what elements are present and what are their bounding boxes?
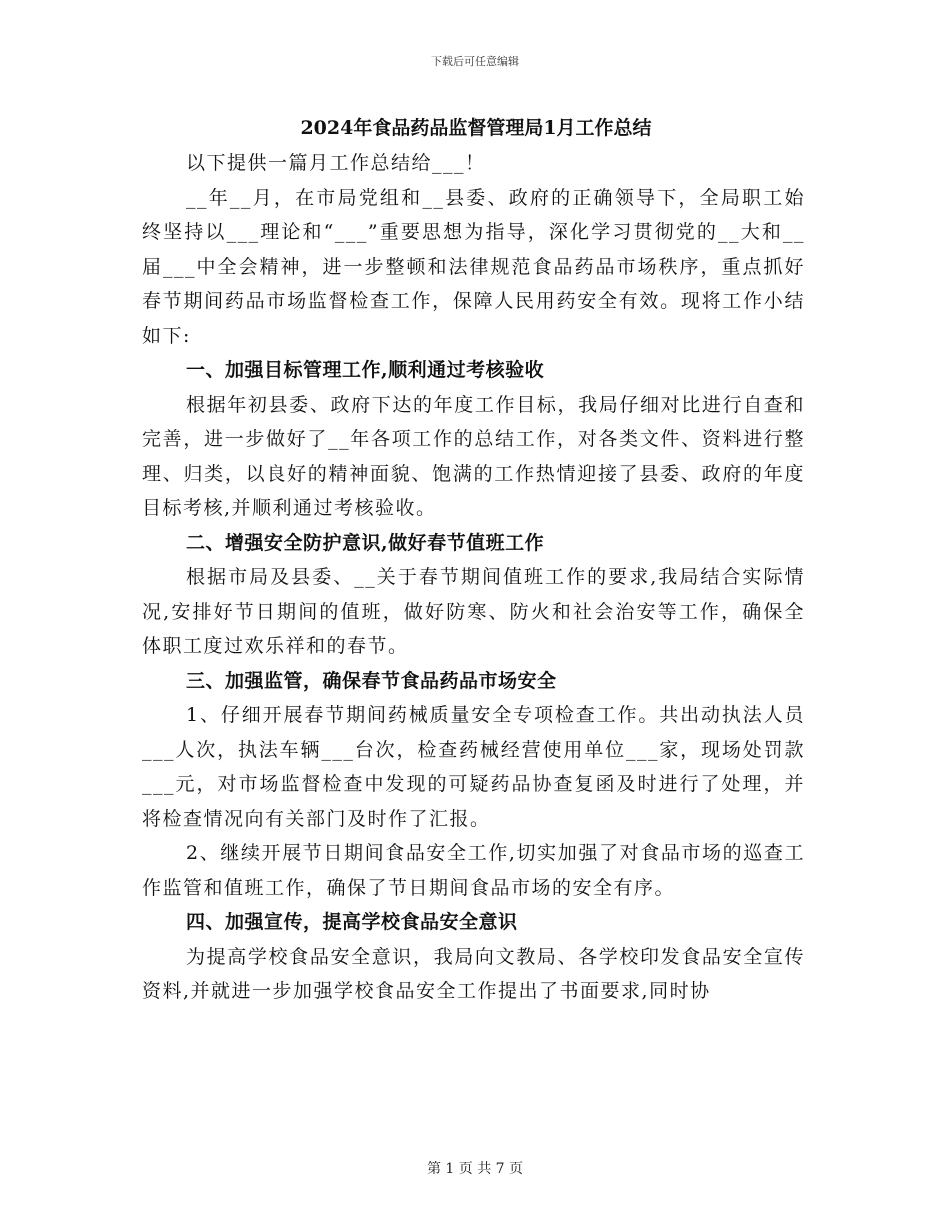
section-heading-2: 二、增强安全防护意识,做好春节值班工作 [186,531,545,554]
intro-paragraph: 以下提供一篇月工作总结给___！ [186,152,486,174]
section-heading-4: 四、加强宣传，提高学校食品安全意识 [186,911,518,933]
section-3-paragraph-2: 2、继续开展节日期间食品安全工作,切实加强了对食品市场的巡查工作监管和值班工作，确保了节日期间食品市场的安全有序。 [142,842,805,899]
section-1-paragraph-1: 根据年初县委、政府下达的年度工作目标，我局仔细对比进行自查和完善，进一步做好了__年各项工作的总结工作，对各类文件、资料进行整理、归类，以良好的精神面貌、饱满的工作热情迎接了县委、政府的年度目标考核,并顺利通过考核验收。 [142,393,805,519]
header-note: 下载后可任意编辑 [431,55,519,68]
document-title: 2024年食品药品监督管理局1月工作总结 [300,117,652,139]
document-body [142,110,805,1009]
section-4-paragraph-1: 为提高学校食品安全意识，我局向文教局、各学校印发食品安全宣传资料,并就进一步加强学校食品安全工作提出了书面要求,同时协 [142,945,805,1002]
section-heading-1: 一、加强目标管理工作,顺利通过考核验收 [186,359,545,381]
section-3-paragraph-1: 1、仔细开展春节期间药械质量安全专项检查工作。共出动执法人员___人次，执法车辆___台次，检查药械经营使用单位___家，现场处罚款___元，对市场监督检查中发现的可疑药品协查复函及时进行了处理，并将检查情况向有关部门及时作了汇报。 [142,704,805,830]
opening-paragraph: __年__月，在市局党组和__县委、政府的正确领导下，全局职工始终坚持以___理论和“___”重要思想为指导，深化学习贯彻党的__大和__届___中全会精神，进一步整顿和法律规范食品药品市场秩序，重点抓好春节期间药品市场监督检查工作，保障人民用药安全有效。现将工作小结如下: [142,186,805,347]
section-heading-3: 三、加强监管，确保春节食品药品市场安全 [186,669,557,692]
section-2-paragraph-1: 根据市局及县委、__关于春节期间值班工作的要求,我局结合实际情况,安排好节日期间的值班，做好防寒、防火和社会治安等工作，确保全体职工度过欢乐祥和的春节。 [142,566,805,657]
page-number: 第 1 页 共 7 页 [426,1161,524,1177]
